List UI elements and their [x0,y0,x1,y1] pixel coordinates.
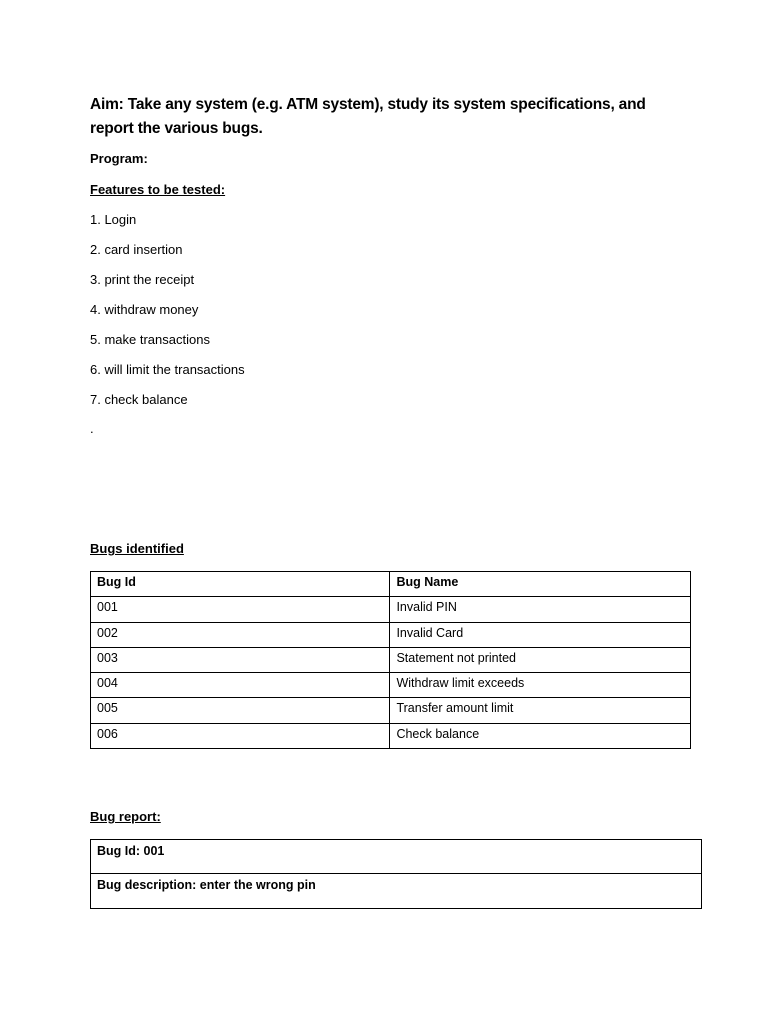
column-header-bug-id: Bug Id [91,572,390,597]
table-row [91,597,691,622]
feature-item: 6. will limit the transactions [90,362,245,377]
bug-report-row-description [91,874,702,909]
bug-report-heading: Bug report: [90,809,161,824]
aim-statement: Aim: Take any system (e.g. ATM system), study its system specifications, and report the various bugs. [90,96,646,137]
bug-id-cell: 002 [91,622,390,647]
table-row [91,723,691,748]
stray-dot: . [90,421,94,436]
bug-id-cell: 004 [91,673,390,698]
features-heading: Features to be tested: [90,182,226,197]
bug-report-description-cell: Bug description: enter the wrong pin [91,874,702,909]
feature-item: 4. withdraw money [90,302,199,317]
bug-name-cell: Invalid Card [390,622,691,647]
feature-item: 1. Login [90,212,137,227]
feature-item: 2. card insertion [90,242,183,257]
column-header-bug-name: Bug Name [390,572,691,597]
bug-name-cell: Statement not printed [390,647,691,672]
bug-id-cell: 006 [91,723,390,748]
bug-report-id-cell: Bug Id: 001 [91,840,702,874]
bug-name-cell: Transfer amount limit [390,698,691,723]
bugs-table [90,571,691,749]
feature-item: 5. make transactions [90,332,210,347]
bug-id-cell: 003 [91,647,390,672]
bug-report-row-id [91,840,702,874]
bug-name-cell: Invalid PIN [390,597,691,622]
bug-report-table [90,839,702,909]
table-header-row [91,572,691,597]
table-row [91,622,691,647]
bug-id-cell: 001 [91,597,390,622]
features-list [90,211,245,421]
bugs-identified-heading: Bugs identified [90,541,184,556]
bug-id-cell: 005 [91,698,390,723]
feature-item: 3. print the receipt [90,272,195,287]
table-row [91,673,691,698]
table-row [91,647,691,672]
bug-name-cell: Withdraw limit exceeds [390,673,691,698]
program-label: Program: [90,151,148,166]
bug-name-cell: Check balance [390,723,691,748]
table-row [91,698,691,723]
feature-item: 7. check balance [90,392,188,407]
